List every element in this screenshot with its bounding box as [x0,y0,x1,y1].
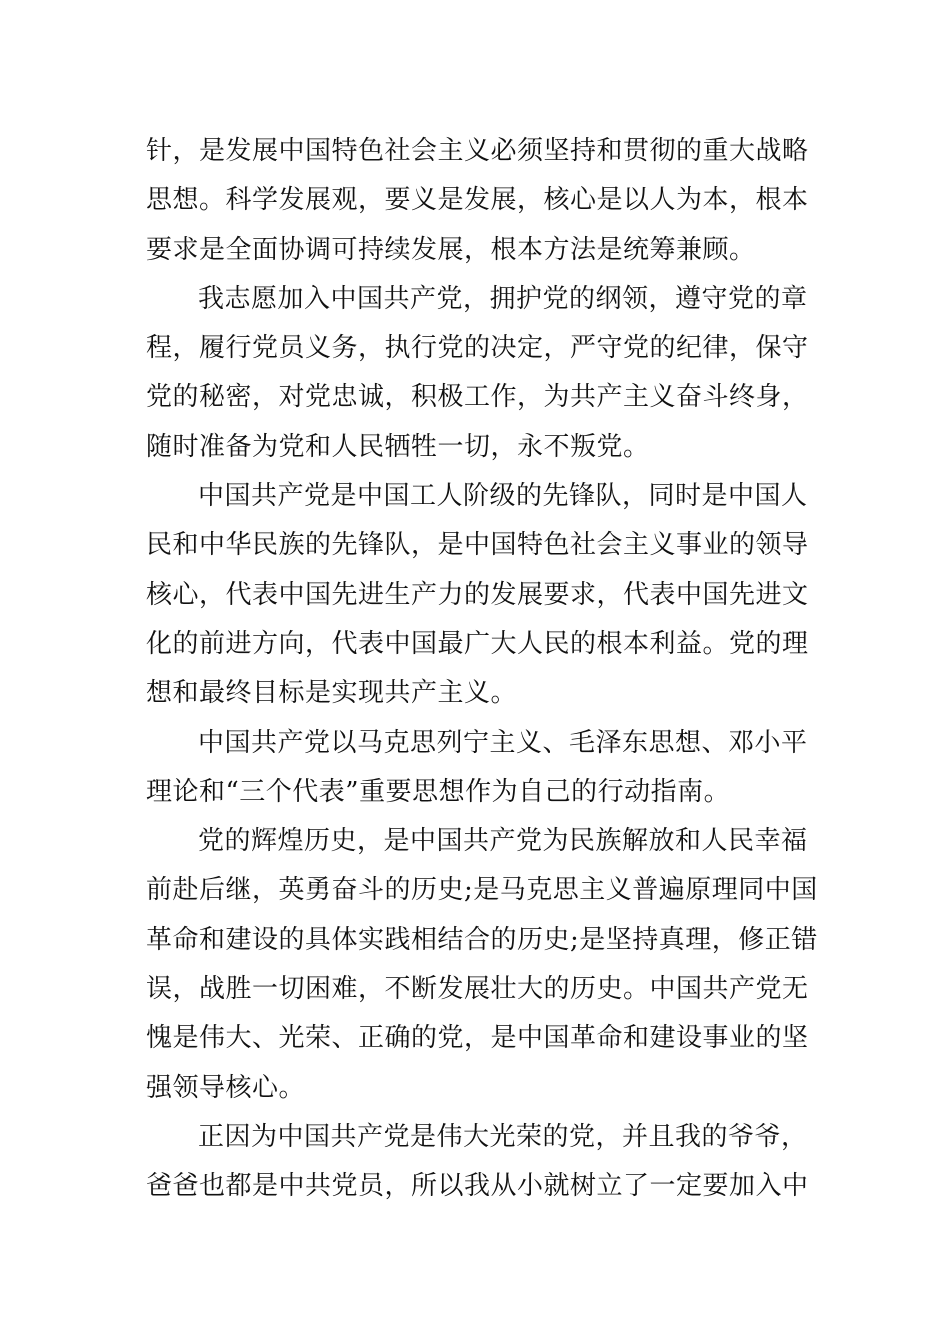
text-line: 党的秘密，对党忠诚，积极工作，为共产主义奋斗终身， [146,382,809,413]
text-line: 愧是伟大、光荣、正确的党，是中国革命和建设事业的坚 [146,1023,809,1054]
text-line: 要求是全面协调可持续发展，根本方法是统筹兼顾。 [146,234,756,265]
text-line: 理论和“三个代表”重要思想作为自己的行动指南。 [146,776,731,807]
text-line: 想和最终目标是实现共产主义。 [146,678,518,709]
text-line: 强领导核心。 [146,1072,306,1103]
paragraph-first-line: 中国共产党是中国工人阶级的先锋队，同时是中国人 [198,481,808,512]
paragraph-first-line: 我志愿加入中国共产党，拥护党的纲领，遵守党的章 [198,283,808,314]
text-line: 化的前进方向，代表中国最广大人民的根本利益。党的理 [146,628,809,659]
text-line: 思想。科学发展观，要义是发展，核心是以人为本，根本 [146,185,809,216]
text-line: 爸爸也都是中共党员，所以我从小就树立了一定要加入中 [146,1171,809,1202]
text-line: 程，履行党员义务，执行党的决定，严守党的纪律，保守 [146,333,809,364]
paragraph-first-line: 中国共产党以马克思列宁主义、毛泽东思想、邓小平 [198,727,808,758]
text-line: 革命和建设的具体实践相结合的历史;是坚持真理，修正错 [146,924,818,955]
text-line: 针，是发展中国特色社会主义必须坚持和贯彻的重大战略 [146,136,809,166]
text-line: 误，战胜一切困难，不断发展壮大的历史。中国共产党无 [146,974,809,1005]
text-line: 民和中华民族的先锋队，是中国特色社会主义事业的领导 [146,530,809,561]
paragraph-first-line: 正因为中国共产党是伟大光荣的党，并且我的爷爷， [198,1121,808,1152]
body-text [146,127,818,1212]
text-line: 前赴后继，英勇奋斗的历史;是马克思主义普遍原理同中国 [146,875,818,906]
text-line: 核心，代表中国先进生产力的发展要求，代表中国先进文 [146,579,809,610]
paragraph-first-line: 党的辉煌历史，是中国共产党为民族解放和人民幸福 [198,826,808,857]
text-line: 随时准备为党和人民牺牲一切，永不叛党。 [146,431,650,462]
